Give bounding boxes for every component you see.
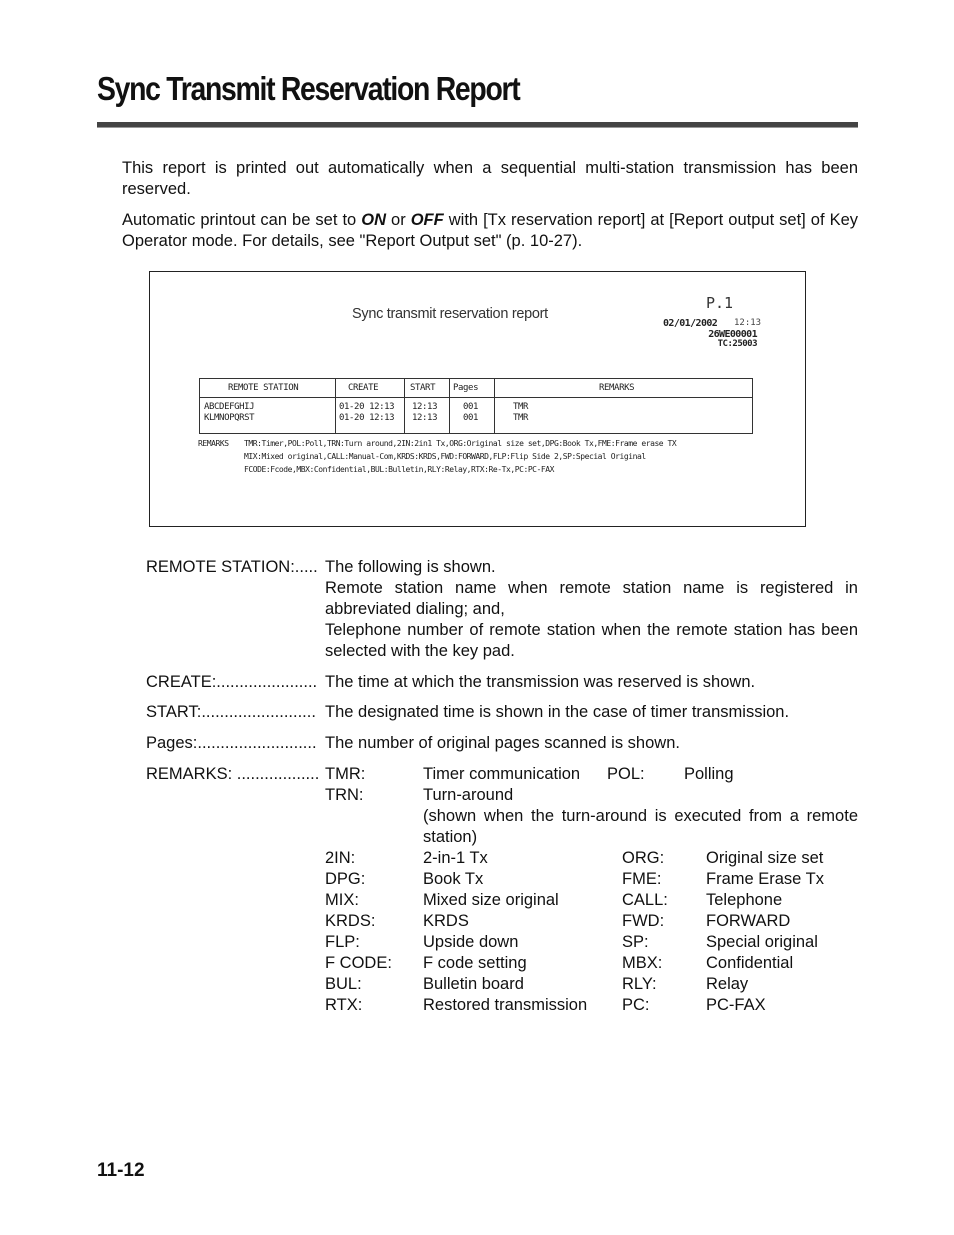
table-header-remote-station: REMOTE STATION — [228, 383, 299, 393]
remark-code: TRN: — [325, 786, 364, 804]
create-text: The time at which the transmission was reserved is shown. — [325, 673, 756, 691]
intro-paragraph-1: This report is printed out automatically when a sequential multi-station transmission has been reserved. — [122, 159, 858, 198]
remark-meaning: Timer communication — [423, 765, 581, 783]
remark-meaning: Turn-around — [423, 786, 514, 804]
table-cell-pages: 001 — [463, 413, 479, 423]
table-header-remarks: REMARKS — [599, 383, 635, 393]
table-header-create: CREATE — [348, 383, 379, 393]
remark-meaning: Special original — [706, 933, 818, 951]
table-header-divider — [200, 397, 752, 398]
remark-meaning: PC-FAX — [706, 996, 766, 1014]
sample-report-table — [199, 378, 753, 434]
remark-code: ORG: — [622, 849, 665, 867]
title-rule — [97, 122, 858, 128]
remark-code: DPG: — [325, 870, 366, 888]
table-cell-station: KLMNOPQRST — [204, 413, 255, 423]
table-col-divider — [404, 379, 405, 433]
remark-meaning: KRDS — [423, 912, 469, 930]
table-cell-remarks: TMR — [513, 413, 529, 423]
sample-page-number: P.1 — [706, 294, 734, 312]
off-setting: OFF — [410, 211, 444, 229]
remark-code: RLY: — [622, 975, 657, 993]
intro-paragraph-2 — [122, 210, 858, 252]
sample-date: 02/01/2002 — [663, 318, 718, 329]
remark-meaning: Relay — [706, 975, 749, 993]
remark-meaning: Telephone — [706, 891, 783, 909]
remark-code: F CODE: — [325, 954, 392, 972]
table-header-pages: Pages — [453, 383, 479, 393]
table-cell-remarks: TMR — [513, 402, 529, 412]
remote-station-label: REMOTE STATION:..... — [146, 558, 318, 576]
table-cell-create: 01-20 12:13 — [339, 402, 395, 412]
table-col-divider — [335, 379, 336, 433]
table-cell-create: 01-20 12:13 — [339, 413, 395, 423]
remark-code: TMR: — [325, 765, 366, 783]
remark-meaning: F code setting — [423, 954, 527, 972]
remark-code: RTX: — [325, 996, 363, 1014]
remark-meaning: Book Tx — [423, 870, 484, 888]
sample-report-title: Sync transmit reservation report — [352, 306, 548, 322]
remark-meaning: FORWARD — [706, 912, 791, 930]
pages-label: Pages:.......................... — [146, 734, 317, 752]
remark-code: PC: — [622, 996, 650, 1014]
pages-text: The number of original pages scanned is shown. — [325, 734, 680, 752]
remark-code: CALL: — [622, 891, 668, 909]
on-setting: ON — [361, 211, 386, 229]
start-label: START:......................... — [146, 703, 316, 721]
remote-station-text: The following is shown. — [325, 558, 496, 576]
remark-meaning: Polling — [684, 765, 734, 783]
remark-meaning: Frame Erase Tx — [706, 870, 824, 888]
table-header-start: START — [410, 383, 436, 393]
sample-remarks-line: TMR:Timer,POL:Poll,TRN:Turn around,2IN:2in1 Tx,ORG:Original size set,DPG:Book Tx,FME:Frame erase TX — [244, 439, 677, 448]
intro-text-b: or — [386, 211, 411, 229]
remark-meaning: Confidential — [706, 954, 794, 972]
table-cell-start: 12:13 — [412, 402, 438, 412]
sample-time: 12:13 — [734, 318, 762, 328]
remark-code: 2IN: — [325, 849, 356, 867]
table-col-divider — [494, 379, 495, 433]
create-label: CREATE:...................... — [146, 673, 318, 691]
remark-meaning: Restored transmission — [423, 996, 588, 1014]
remark-meaning: 2-in-1 Tx — [423, 849, 488, 867]
page-title: Sync Transmit Reservation Report — [97, 70, 520, 107]
table-cell-start: 12:13 — [412, 413, 438, 423]
sample-report-image — [149, 271, 806, 527]
remark-code: POL: — [607, 765, 645, 783]
remark-code: MIX: — [325, 891, 359, 909]
sample-remarks-line: FCODE:Fcode,MBX:Confidential,BUL:Bulletin,RLY:Relay,RTX:Re-Tx,PC:PC-FAX — [244, 465, 555, 474]
table-cell-station: ABCDEFGHIJ — [204, 402, 255, 412]
remark-code: FLP: — [325, 933, 360, 951]
sample-tc: TC:25003 — [717, 339, 757, 349]
remark-meaning: Mixed size original — [423, 891, 559, 909]
remark-code: BUL: — [325, 975, 362, 993]
table-col-divider — [449, 379, 450, 433]
remark-code: FWD: — [622, 912, 665, 930]
remark-code: MBX: — [622, 954, 663, 972]
remark-code: KRDS: — [325, 912, 376, 930]
remote-station-detail-2: Telephone number of remote station when the remote station has been selected with the key pad. — [325, 621, 858, 660]
remark-note: (shown when the turn-around is executed from a remote station) — [423, 807, 858, 846]
remark-meaning: Original size set — [706, 849, 824, 867]
remark-meaning: Bulletin board — [423, 975, 524, 993]
remote-station-detail-1: Remote station name when remote station name is registered in abbreviated dialing; and, — [325, 579, 858, 618]
remark-code: SP: — [622, 933, 649, 951]
intro-text-c: with [Tx reservation report] at [Report output set] of Key Operator mode. For details, see "Report Output set" (p. 10-27). — [122, 211, 858, 250]
page-number: 11-12 — [97, 1160, 145, 1181]
sample-remarks-label: REMARKS — [198, 439, 229, 448]
remarks-label: REMARKS: .................. — [146, 765, 320, 783]
table-cell-pages: 001 — [463, 402, 479, 412]
sample-remarks-line: MIX:Mixed original,CALL:Manual-Com,KRDS:KRDS,FWD:FORWARD,FLP:Flip Side 2,SP:Special Original — [244, 452, 646, 461]
intro-text-a: Automatic printout can be set to — [122, 211, 362, 229]
sample-machine-id: 26WE00001 — [708, 329, 757, 340]
remark-code: FME: — [622, 870, 662, 888]
start-text: The designated time is shown in the case of timer transmission. — [325, 703, 790, 721]
remark-meaning: Upside down — [423, 933, 519, 951]
